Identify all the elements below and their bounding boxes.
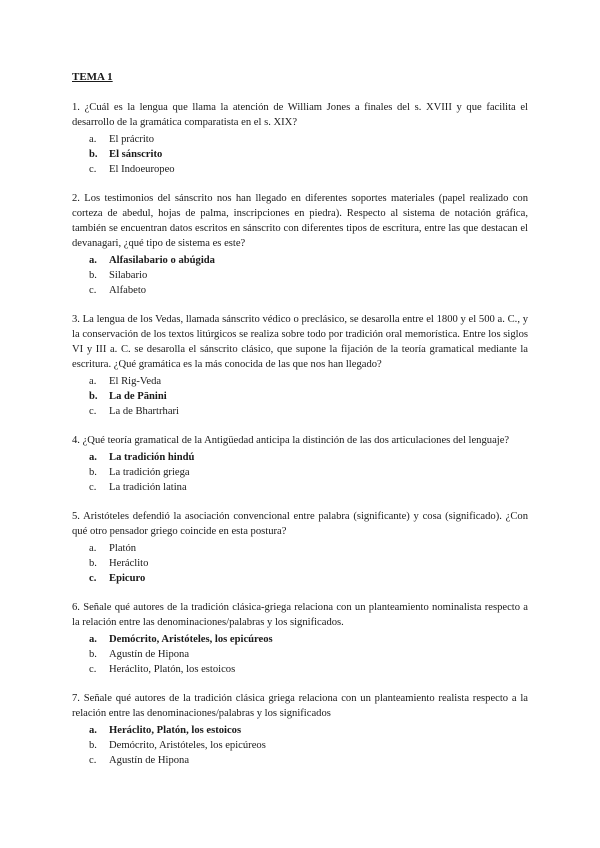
option-text: Demócrito, Aristóteles, los epicúreos: [109, 740, 266, 751]
option-list: [72, 632, 528, 677]
option: [89, 738, 528, 753]
question-text: 6. Señale qué autores de la tradición clásica-griega relaciona con un planteamiento nominalista respecto a la relación entre las denominaciones/palabras y los significados.: [72, 602, 528, 628]
option: [89, 662, 528, 677]
option-letter: a.: [89, 725, 97, 736]
option-text: Heráclito: [109, 558, 149, 569]
option-letter: a.: [89, 543, 97, 554]
option: [89, 268, 528, 283]
option-text: La de Pānini: [109, 391, 167, 402]
option-letter: b.: [89, 391, 98, 402]
option: [89, 753, 528, 768]
option-text: Silabario: [109, 270, 148, 281]
option-text: La tradición griega: [109, 467, 190, 478]
option: [89, 541, 528, 556]
option-letter: b.: [89, 649, 97, 660]
option-list: [72, 450, 528, 495]
option-letter: a.: [89, 134, 97, 145]
question-text: 7. Señale qué autores de la tradición clásica griega relaciona con un planteamiento realista respecto a la relación entre las denominaciones/palabras y los significados: [72, 693, 528, 719]
option: [89, 480, 528, 495]
option-text: El Indoeuropeo: [109, 164, 175, 175]
option: [89, 132, 528, 147]
option-letter: a.: [89, 634, 97, 645]
option-text: Agustín de Hipona: [109, 755, 190, 766]
option-text: Epicuro: [109, 573, 146, 584]
question-5: [72, 509, 528, 586]
option-text: Demócrito, Aristóteles, los epicúreos: [109, 634, 273, 645]
option-letter: b.: [89, 149, 98, 160]
option-list: [72, 132, 528, 177]
option-text: El sánscrito: [109, 149, 163, 160]
option-correct: [89, 147, 528, 162]
option-letter: c.: [89, 406, 97, 417]
option-text: La tradición hindú: [109, 452, 195, 463]
option: [89, 283, 528, 298]
option-letter: a.: [89, 452, 97, 463]
question-3: [72, 312, 528, 419]
page-title: TEMA 1: [72, 71, 113, 83]
option-letter: a.: [89, 255, 97, 266]
option-text: Heráclito, Platón, los estoicos: [109, 725, 242, 736]
option-list: [72, 253, 528, 298]
option-letter: c.: [89, 482, 97, 493]
option-letter: b.: [89, 270, 97, 281]
option-letter: c.: [89, 664, 97, 675]
option-text: Platón: [109, 543, 137, 554]
option-text: El Rig-Veda: [109, 376, 162, 387]
option-letter: c.: [89, 573, 97, 584]
option-text: Alfasilabario o abúgida: [109, 255, 215, 266]
option-correct: [89, 723, 528, 738]
question-6: [72, 600, 528, 677]
option: [89, 647, 528, 662]
option-letter: b.: [89, 558, 97, 569]
document-content: [72, 70, 528, 782]
option-text: Alfabeto: [109, 285, 147, 296]
option-correct: [89, 571, 528, 586]
option-text: La de Bhartrhari: [109, 406, 180, 417]
option-list: [72, 374, 528, 419]
option: [89, 374, 528, 389]
question-text: 1. ¿Cuál es la lengua que llama la atención de William Jones a finales del s. XVIII y que facilita el desarrollo de la gramática comparatista en el s. XIX?: [72, 102, 528, 128]
option-list: [72, 541, 528, 586]
option-letter: b.: [89, 467, 97, 478]
option-correct: [89, 450, 528, 465]
question-2: [72, 191, 528, 298]
question-4: [72, 433, 528, 495]
question-text: 5. Aristóteles defendió la asociación convencional entre palabra (significante) y cosa (significado). ¿Con qué otro pensador griego coincide en esta postura?: [72, 511, 528, 537]
option-text: El prácrito: [109, 134, 155, 145]
option-correct: [89, 253, 528, 268]
option-letter: a.: [89, 376, 97, 387]
option: [89, 404, 528, 419]
option-letter: c.: [89, 285, 97, 296]
question-1: [72, 100, 528, 177]
option-letter: c.: [89, 755, 97, 766]
question-7: [72, 691, 528, 768]
option-correct: [89, 632, 528, 647]
question-text: 2. Los testimonios del sánscrito nos han llegado en diferentes soportes materiales (papel realizado con corteza de abedul, hojas de palma, inscripciones en piedra). Respecto al sistema de notación gráfica, también se encuentran datos escritos en sánscrito con diferentes tipos de escritura, entre las que destacan el devanagari, ¿qué tipo de sistema es este?: [72, 193, 528, 249]
option: [89, 556, 528, 571]
option-list: [72, 723, 528, 768]
question-text: 3. La lengua de los Vedas, llamada sánscrito védico o preclásico, se desarolla entre el 1800 y el 500 a. C., y la conservación de los textos litúrgicos se realiza sobre todo por tradición oral memorística. Entre los siglos VI y III a. C. se desarolla el sánscrito clásico, que supone la fijación de la teoría gramatical mediante la escritura. ¿Qué gramática es la más conocida de las que nos han llegado?: [72, 314, 528, 370]
option: [89, 162, 528, 177]
option-correct: [89, 389, 528, 404]
option: [89, 465, 528, 480]
option-letter: b.: [89, 740, 97, 751]
question-list: [72, 100, 528, 768]
option-text: La tradición latina: [109, 482, 187, 493]
question-text: 4. ¿Qué teoría gramatical de la Antigüedad anticipa la distinción de las dos articulaciones del lenguaje?: [72, 435, 510, 446]
option-text: Heráclito, Platón, los estoicos: [109, 664, 236, 675]
option-text: Agustín de Hipona: [109, 649, 190, 660]
option-letter: c.: [89, 164, 97, 175]
